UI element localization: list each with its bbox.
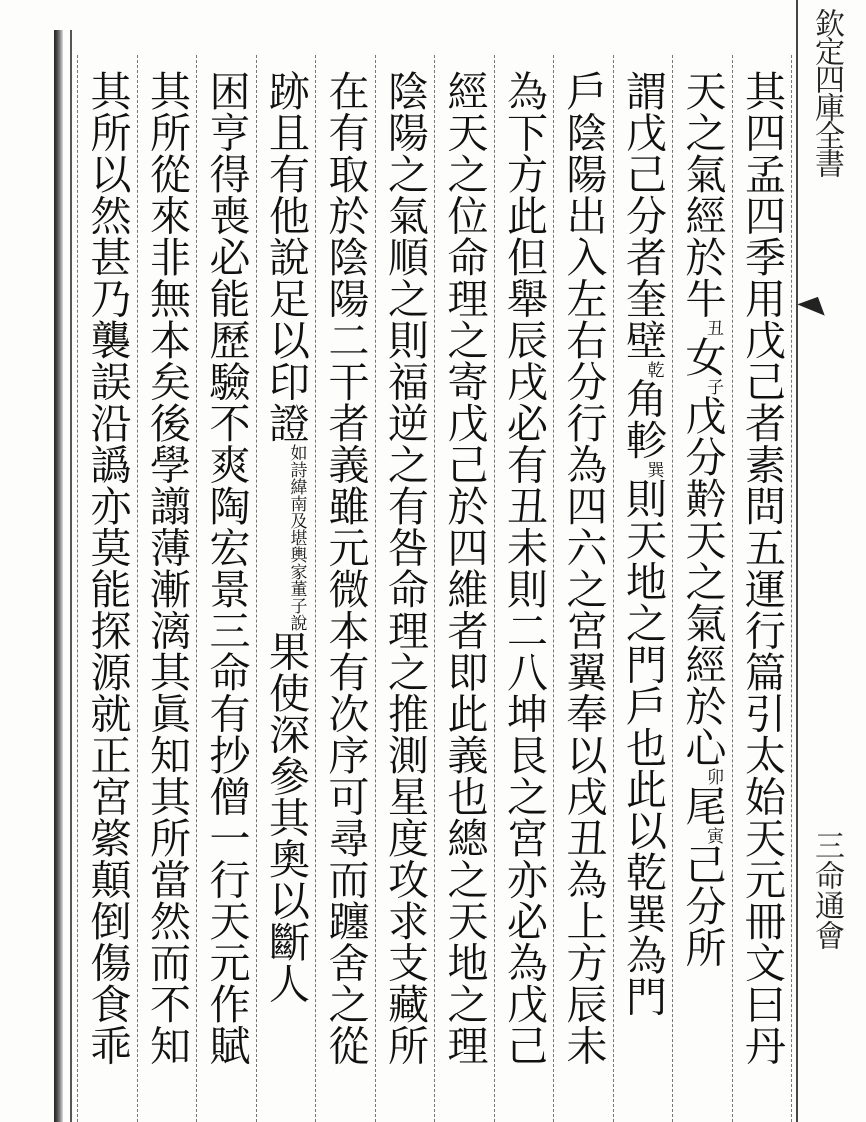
column-rule (77, 55, 79, 1122)
page-edge-line (70, 30, 72, 1122)
interlinear-note: 寅 (703, 826, 723, 844)
text-column (736, 70, 788, 1120)
column-rule (672, 55, 674, 1122)
column-rule (553, 55, 555, 1122)
column-text: 則天地之門戶也此以乾巽為門 (619, 477, 667, 1017)
margin-border (796, 0, 798, 1122)
page-edge-shadow (54, 30, 63, 1122)
text-column (379, 70, 431, 1120)
column-rule (791, 55, 793, 1122)
text-column (617, 70, 669, 1120)
column-text: 其所以然甚乃襲誤沿譌亦莫能探源就正宮綮顛倒傷食乖 (83, 70, 132, 1066)
column-text: 戶陰陽出入左右分行為四六之宮翼奉以戌丑為上方辰未 (559, 70, 608, 1066)
text-column (677, 70, 729, 1120)
text-column (82, 70, 134, 1120)
text-column (320, 70, 372, 1120)
column-text: 跡且有他說足以印證 (262, 70, 310, 444)
column-rule (196, 55, 198, 1122)
column-text: 經天之位命理之寄戊己於四維者即此義也總之天地之理 (440, 70, 489, 1066)
column-text: 尾 (678, 785, 727, 827)
column-text: 天之氣經於牛 (678, 70, 727, 319)
interlinear-note: 乾 (643, 360, 664, 378)
column-text: 其所從來非無本矣後學譾薄漸漓其眞知其所當然而不知 (143, 70, 191, 1066)
column-rule (732, 55, 734, 1122)
column-rule (375, 55, 377, 1122)
text-column (141, 70, 193, 1120)
column-rule (315, 55, 317, 1122)
interlinear-note: 如詩緯南及堪輿家 (286, 443, 307, 580)
text-column (201, 70, 253, 1120)
column-text: 己分所 (678, 843, 727, 968)
column-text: 女 (678, 336, 727, 378)
interlinear-note: 卯 (703, 768, 723, 785)
column-text: 陰陽之氣順之則福逆之有咎命理之推測星度攻求支藏所 (381, 70, 429, 1066)
column-text: 其四孟四季用戊己者素問五運行篇引太始天元冊文曰丹 (738, 70, 786, 1066)
interlinear-note: 丑 (703, 319, 723, 336)
column-rule (256, 55, 258, 1122)
margin-footer: 三命通會 (809, 830, 844, 950)
column-text: 在有取於陰陽二干者義雖元微本有次序可尋而躔舍之從 (321, 70, 370, 1066)
column-rule (494, 55, 496, 1122)
text-column (558, 70, 610, 1120)
column-text: 為下方此但舉辰戌必有丑未則二八坤艮之宮亦必為戊己 (500, 70, 548, 1066)
interlinear-note: 董子說 (286, 579, 307, 631)
column-text: 角軫 (619, 377, 667, 461)
column-rule (434, 55, 436, 1122)
column-text: 困亨得喪必能歷驗不爽陶宏景三命有抄僧一行天元作賦 (202, 70, 251, 1066)
text-column (260, 70, 312, 1120)
column-text: 果使深參其奧以斷人 (262, 630, 310, 1004)
column-rule (137, 55, 139, 1122)
margin-header: 欽定四庫全書 (809, 8, 844, 176)
text-column (498, 70, 550, 1120)
column-text: 戊分黅天之氣經於心 (678, 394, 727, 768)
column-rule (613, 55, 615, 1122)
interlinear-note: 巽 (643, 460, 664, 478)
column-text: 謂戊己分者奎壁 (619, 70, 667, 361)
text-column (439, 70, 491, 1120)
interlinear-note: 子 (703, 377, 723, 395)
